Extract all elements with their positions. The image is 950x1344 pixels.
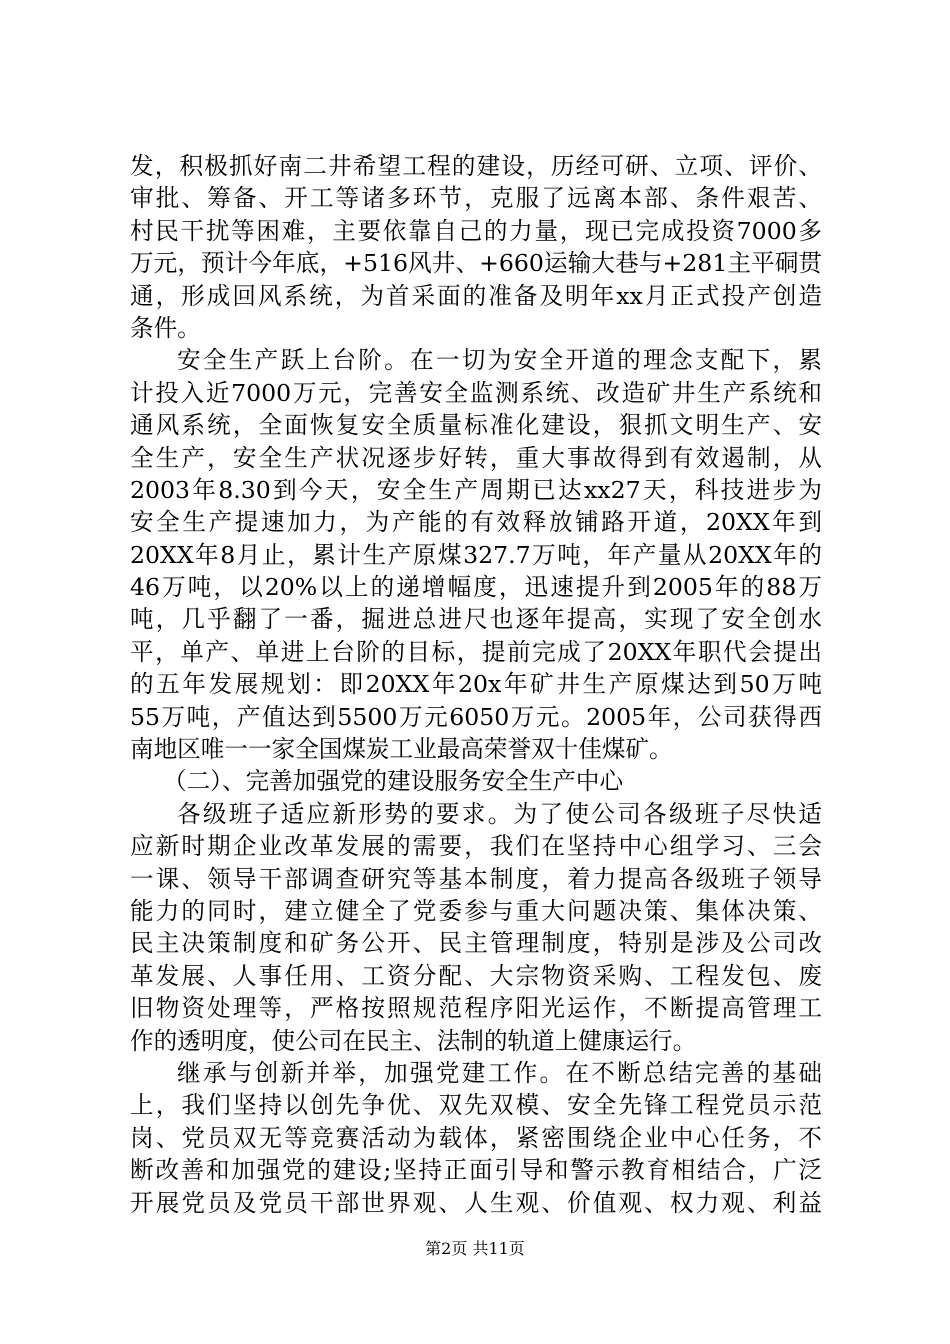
- text-line: 革发展、人事任用、工资分配、大宗物资采购、工程发包、废: [130, 961, 822, 990]
- text-line: 审批、筹备、开工等诸多环节，克服了远离本部、条件艰苦、: [130, 184, 822, 213]
- text-line: 通风系统，全面恢复安全质量标准化建设，狠抓文明生产、安: [130, 411, 822, 440]
- text-line: 岗、党员双无等竞赛活动为载体，紧密围绕企业中心任务，不: [130, 1123, 822, 1152]
- text-line: 安全生产提速加力，为产能的有效释放铺路开道，20XX年到: [130, 508, 822, 537]
- text-line: 应新时期企业改革发展的需要，我们在坚持中心组学习、三会: [130, 832, 822, 861]
- text-line: 55万吨，产值达到5500万元6050万元。2005年，公司获得西: [130, 702, 822, 731]
- text-line: 能力的同时，建立健全了党委参与重大问题决策、集体决策、: [130, 896, 822, 925]
- text-line: 旧物资处理等，严格按照规范程序阳光运作，不断提高管理工: [130, 994, 822, 1023]
- text-line: 一课、领导干部调查研究等基本制度，着力提高各级班子领导: [130, 864, 822, 893]
- text-line: 的五年发展规划：即20XX年20x年矿井生产原煤达到50万吨: [130, 670, 822, 699]
- text-line: 通，形成回风系统，为首采面的准备及明年xx月正式投产创造: [130, 281, 822, 310]
- text-line: 发，积极抓好南二井希望工程的建设，历经可研、立项、评价、: [130, 152, 822, 180]
- page-number: 第2页 共11页: [425, 1239, 525, 1258]
- text-line: 2003年8.30到今天，安全生产周期已达xx27天，科技进步为: [130, 475, 822, 504]
- text-line: 开展党员及党员干部世界观、人生观、价值观、权力观、利益: [130, 1188, 822, 1217]
- section-heading: （二）、完善加强党的建设服务安全生产中心: [163, 767, 624, 796]
- text-line: 上，我们坚持以创先争优、双先双模、安全先锋工程党员示范: [130, 1091, 822, 1120]
- text-line: 46万吨，以20%以上的递增幅度，迅速提升到2005年的88万: [130, 573, 822, 602]
- text-line: 平，单产、单进上台阶的目标，提前完成了20XX年职代会提出: [130, 637, 822, 666]
- text-line: 吨，几乎翻了一番，掘进总进尺也逐年提高，实现了安全创水: [130, 605, 822, 634]
- text-line: 各级班子适应新形势的要求。为了使公司各级班子尽快适: [177, 799, 822, 828]
- text-line: 计投入近7000万元，完善安全监测系统、改造矿井生产系统和: [130, 378, 822, 407]
- text-line: 万元，预计今年底，+516风井、+660运输大巷与+281主平硐贯: [130, 249, 822, 278]
- text-line: 安全生产跃上台阶。在一切为安全开道的理念支配下，累: [177, 346, 822, 375]
- text-line: 断改善和加强党的建设;坚持正面引导和警示教育相结合，广泛: [130, 1156, 822, 1185]
- text-line: 20XX年8月止，累计生产原煤327.7万吨，年产量从20XX年的: [130, 540, 822, 569]
- text-line: 条件。: [130, 313, 201, 342]
- text-line: 村民干扰等困难，主要依靠自己的力量，现已完成投资7000多: [130, 216, 822, 245]
- text-line: 全生产，安全生产状况逐步好转，重大事故得到有效遏制，从: [130, 443, 822, 472]
- text-line: 南地区唯一一家全国煤炭工业最高荣誉双十佳煤矿。: [130, 735, 673, 764]
- body-text: [130, 150, 822, 1219]
- text-line: 作的透明度，使公司在民主、法制的轨道上健康运行。: [130, 1026, 697, 1055]
- text-line: 继承与创新并举，加强党建工作。在不断总结完善的基础: [177, 1058, 822, 1087]
- text-line: 民主决策制度和矿务公开、民主管理制度，特别是涉及公司改: [130, 929, 822, 958]
- page-footer: [0, 1238, 950, 1260]
